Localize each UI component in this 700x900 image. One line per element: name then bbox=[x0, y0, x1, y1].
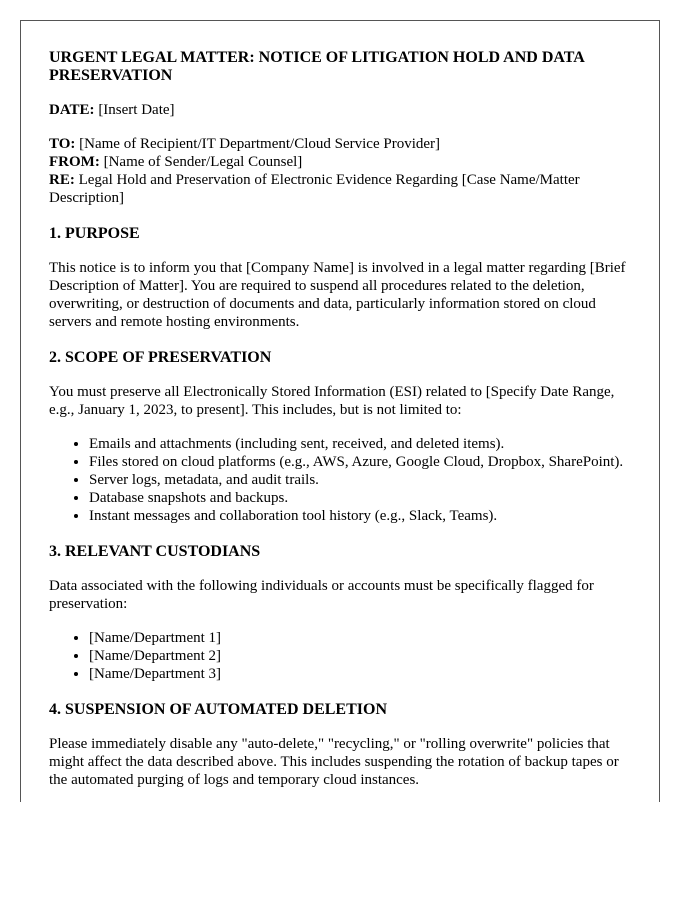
to-line bbox=[49, 135, 631, 153]
re-label: RE: bbox=[49, 172, 75, 188]
date-label: DATE: bbox=[49, 102, 95, 118]
list-item: • [Name/Department 3] bbox=[89, 665, 631, 683]
list-item: • [Name/Department 1] bbox=[89, 629, 631, 647]
section-heading-scope: 2. SCOPE OF PRESERVATION bbox=[49, 349, 272, 366]
custodians-list bbox=[49, 629, 631, 683]
section-heading-purpose: 1. PURPOSE bbox=[49, 225, 140, 242]
document-page bbox=[20, 20, 660, 802]
re-value: Legal Hold and Preservation of Electronic Evidence Regarding [Case Name/Matter Description] bbox=[49, 172, 580, 206]
document-content bbox=[21, 21, 659, 789]
from-value: [Name of Sender/Legal Counsel] bbox=[103, 154, 303, 170]
list-item: • Instant messages and collaboration tool history (e.g., Slack, Teams). bbox=[89, 507, 631, 525]
from-line bbox=[49, 153, 631, 171]
section-body-suspension: Please immediately disable any "auto-delete," "recycling," or "rolling overwrite" policies that might affect the data described above. This includes suspending the rotation of backup tapes or the automated purging of logs and temporary cloud instances. bbox=[49, 736, 619, 788]
memo-header bbox=[49, 135, 631, 207]
to-value: [Name of Recipient/IT Department/Cloud Service Provider] bbox=[79, 136, 441, 152]
section-heading-suspension: 4. SUSPENSION OF AUTOMATED DELETION bbox=[49, 701, 387, 718]
section-body-scope: You must preserve all Electronically Stored Information (ESI) related to [Specify Date Range, e.g., January 1, 2023, to present]. This includes, but is not limited to: bbox=[49, 384, 615, 418]
re-line bbox=[49, 171, 631, 207]
date-value: [Insert Date] bbox=[98, 102, 175, 118]
date-line bbox=[49, 101, 631, 119]
from-label: FROM: bbox=[49, 154, 100, 170]
section-heading-custodians: 3. RELEVANT CUSTODIANS bbox=[49, 543, 261, 560]
to-label: TO: bbox=[49, 136, 76, 152]
list-item: • Database snapshots and backups. bbox=[89, 489, 631, 507]
list-item: • [Name/Department 2] bbox=[89, 647, 631, 665]
scope-list bbox=[49, 435, 631, 525]
section-body-custodians: Data associated with the following individuals or accounts must be specifically flagged for preservation: bbox=[49, 578, 594, 612]
document-title: URGENT LEGAL MATTER: NOTICE OF LITIGATION HOLD AND DATA PRESERVATION bbox=[49, 49, 584, 84]
list-item: • Files stored on cloud platforms (e.g., AWS, Azure, Google Cloud, Dropbox, SharePoint). bbox=[89, 453, 631, 471]
section-body-purpose: This notice is to inform you that [Company Name] is involved in a legal matter regarding [Brief Description of Matter]. You are required to suspend all procedures related to the deletion, overwriting, or destruction of documents and data, particularly information stored on cloud servers and remote hosting environments. bbox=[49, 260, 626, 330]
list-item: • Server logs, metadata, and audit trails. bbox=[89, 471, 631, 489]
list-item: • Emails and attachments (including sent, received, and deleted items). bbox=[89, 435, 631, 453]
